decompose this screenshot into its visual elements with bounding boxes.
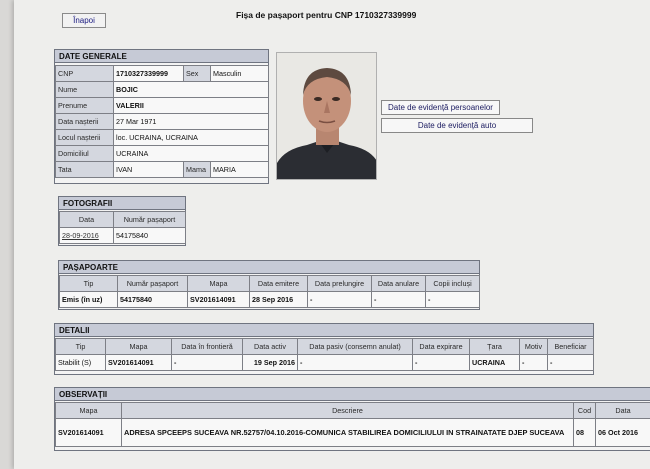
details-table bbox=[55, 338, 594, 371]
passports-col-emitere: Data emitere bbox=[250, 276, 308, 292]
person-portrait-icon bbox=[277, 53, 377, 180]
details-panel bbox=[54, 323, 594, 375]
tata-value: IVAN bbox=[114, 162, 184, 178]
photos-header-row bbox=[60, 212, 186, 228]
row-parinti bbox=[56, 162, 269, 178]
detail-mapa: SV201614091 bbox=[106, 355, 172, 371]
photos-col-numar: Număr pașaport bbox=[114, 212, 186, 228]
photos-panel bbox=[58, 196, 186, 246]
passports-col-tip: Tip bbox=[60, 276, 118, 292]
domiciliul-value: UCRAINA bbox=[114, 146, 269, 162]
nume-value: BOJIC bbox=[114, 82, 269, 98]
photos-col-data: Data bbox=[60, 212, 114, 228]
row-locul-nasterii bbox=[56, 130, 269, 146]
passports-col-copii: Copii incluși bbox=[426, 276, 480, 292]
row-domiciliul bbox=[56, 146, 269, 162]
passports-row bbox=[60, 292, 480, 308]
passports-header-row bbox=[60, 276, 480, 292]
photo-date-link[interactable]: 28-09-2016 bbox=[62, 231, 99, 240]
cnp-label: CNP bbox=[56, 66, 114, 82]
details-col-motiv: Motiv bbox=[520, 339, 548, 355]
cnp-value: 1710327339999 bbox=[114, 66, 184, 82]
photos-heading: FOTOGRAFII bbox=[59, 197, 185, 210]
details-col-expirare: Data expirare bbox=[413, 339, 470, 355]
person-records-button[interactable]: Date de evidență persoanelor bbox=[381, 100, 500, 115]
detail-motiv: - bbox=[520, 355, 548, 371]
details-col-pasiv: Data pasiv (consemn anulat) bbox=[298, 339, 413, 355]
observations-header-row bbox=[56, 403, 650, 419]
passports-heading: PAȘAPOARTE bbox=[59, 261, 479, 274]
locul-nasterii-label: Locul nașterii bbox=[56, 130, 114, 146]
detail-frontiera: - bbox=[172, 355, 243, 371]
mama-label: Mama bbox=[184, 162, 211, 178]
details-heading: DETALII bbox=[55, 324, 593, 337]
photos-row bbox=[60, 228, 186, 244]
observation-cod: 08 bbox=[574, 419, 596, 447]
row-data-nasterii bbox=[56, 114, 269, 130]
detail-expirare: - bbox=[413, 355, 470, 371]
passport-mapa: SV201614091 bbox=[188, 292, 250, 308]
sex-label: Sex bbox=[184, 66, 211, 82]
nume-label: Nume bbox=[56, 82, 114, 98]
domiciliul-label: Domiciliul bbox=[56, 146, 114, 162]
details-col-activ: Data activ bbox=[243, 339, 298, 355]
passports-table bbox=[59, 275, 480, 308]
photo-passport-number: 54175840 bbox=[114, 228, 186, 244]
page bbox=[14, 0, 650, 469]
back-button[interactable]: Înapoi bbox=[62, 13, 106, 28]
observations-col-data: Data bbox=[596, 403, 650, 419]
observations-col-mapa: Mapa bbox=[56, 403, 122, 419]
observations-row bbox=[56, 419, 650, 447]
observation-mapa: SV201614091 bbox=[56, 419, 122, 447]
row-cnp bbox=[56, 66, 269, 82]
page-title: Fișa de pașaport pentru CNP 1710327339999 bbox=[236, 10, 417, 20]
passport-numar: 54175840 bbox=[118, 292, 188, 308]
passports-col-anulare: Data anulare bbox=[372, 276, 426, 292]
detail-activ: 19 Sep 2016 bbox=[243, 355, 298, 371]
details-col-frontiera: Data în frontieră bbox=[172, 339, 243, 355]
prenume-value: VALERII bbox=[114, 98, 269, 114]
passport-tip: Emis (în uz) bbox=[60, 292, 118, 308]
passport-anulare: - bbox=[372, 292, 426, 308]
vehicle-records-button[interactable]: Date de evidență auto bbox=[381, 118, 533, 133]
locul-nasterii-value: loc. UCRAINA, UCRAINA bbox=[114, 130, 269, 146]
detail-pasiv: - bbox=[298, 355, 413, 371]
data-nasterii-value: 27 Mar 1971 bbox=[114, 114, 269, 130]
prenume-label: Prenume bbox=[56, 98, 114, 114]
general-panel bbox=[54, 49, 269, 184]
passport-copii: - bbox=[426, 292, 480, 308]
passport-prelungire: - bbox=[308, 292, 372, 308]
passports-col-numar: Număr pașaport bbox=[118, 276, 188, 292]
details-header-row bbox=[56, 339, 594, 355]
row-nume bbox=[56, 82, 269, 98]
details-col-mapa: Mapa bbox=[106, 339, 172, 355]
observation-descriere: ADRESA SPCEEPS SUCEAVA NR.52757/04.10.2016-COMUNICA STABILIREA DOMICILIULUI IN STRAINATATE DJEP SUCEAVA bbox=[122, 419, 574, 447]
passports-col-prelungire: Data prelungire bbox=[308, 276, 372, 292]
detail-beneficiar: - bbox=[548, 355, 594, 371]
general-table bbox=[55, 65, 269, 178]
observations-table bbox=[55, 402, 650, 447]
observations-panel bbox=[54, 387, 650, 451]
photos-table bbox=[59, 211, 186, 244]
sex-value: Masculin bbox=[211, 66, 269, 82]
details-row bbox=[56, 355, 594, 371]
tata-label: Tata bbox=[56, 162, 114, 178]
detail-tara: UCRAINA bbox=[470, 355, 520, 371]
observation-data: 06 Oct 2016 bbox=[596, 419, 650, 447]
person-photo bbox=[276, 52, 377, 180]
details-col-tip: Tip bbox=[56, 339, 106, 355]
observations-heading: OBSERVAȚII bbox=[55, 388, 650, 401]
observations-col-cod: Cod bbox=[574, 403, 596, 419]
observations-col-descriere: Descriere bbox=[122, 403, 574, 419]
details-col-tara: Țara bbox=[470, 339, 520, 355]
passports-col-mapa: Mapa bbox=[188, 276, 250, 292]
detail-tip: Stabilit (S) bbox=[56, 355, 106, 371]
row-prenume bbox=[56, 98, 269, 114]
details-col-beneficiar: Beneficiar bbox=[548, 339, 594, 355]
data-nasterii-label: Data nașterii bbox=[56, 114, 114, 130]
general-heading: DATE GENERALE bbox=[55, 50, 268, 63]
passport-emitere: 28 Sep 2016 bbox=[250, 292, 308, 308]
passports-panel bbox=[58, 260, 480, 310]
mama-value: MARIA bbox=[211, 162, 269, 178]
